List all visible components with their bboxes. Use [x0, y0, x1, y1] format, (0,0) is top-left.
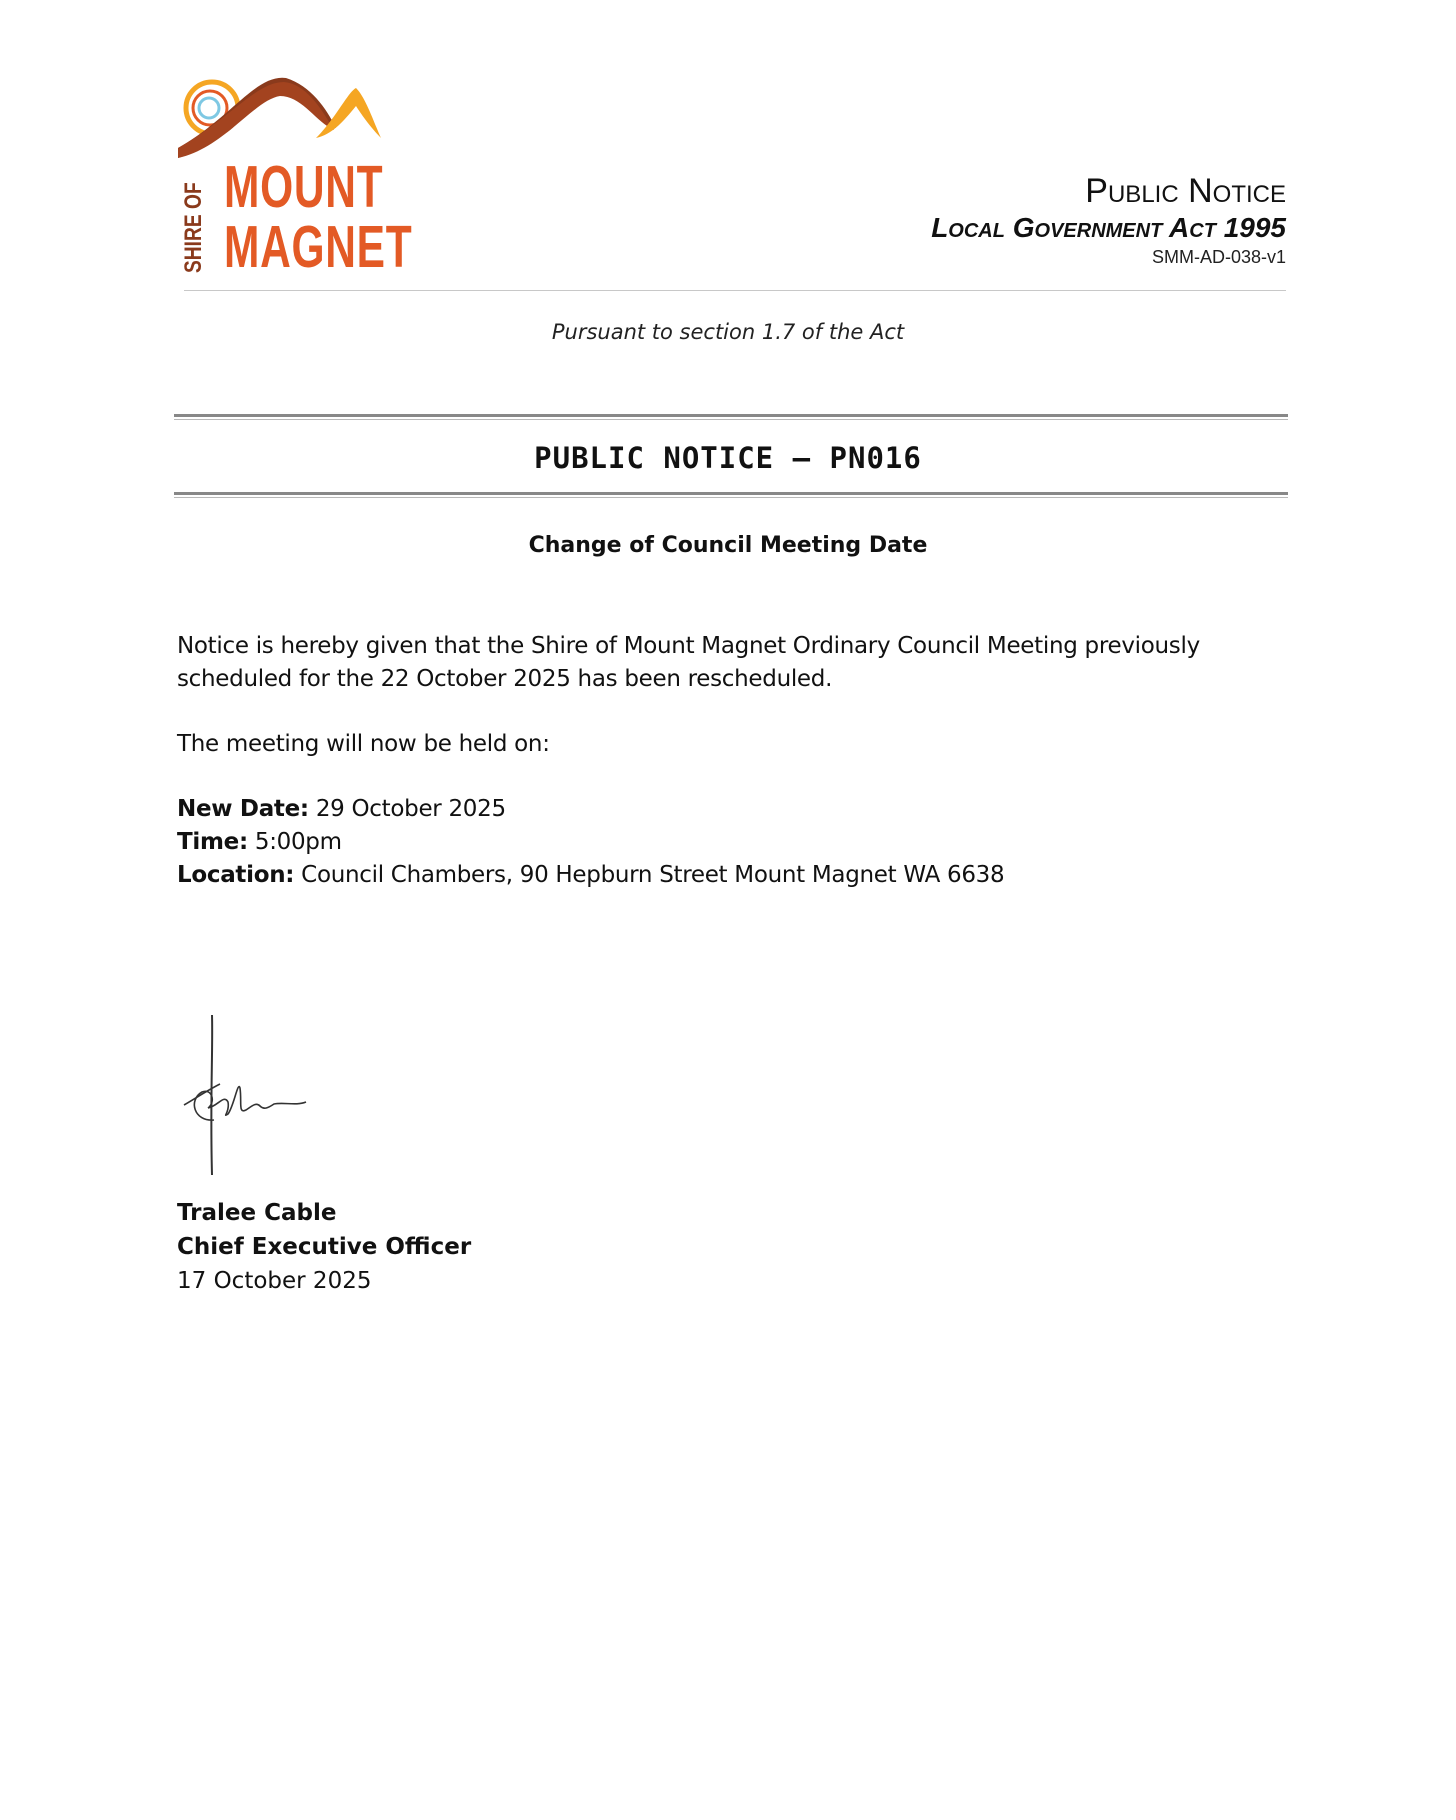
location-line [177, 859, 1295, 892]
body-paragraph-2: The meeting will now be held on: [177, 731, 550, 757]
signatory-date: 17 October 2025 [177, 1268, 372, 1294]
signatory-block [177, 1196, 471, 1298]
time-value: 5:00pm [247, 829, 342, 855]
location-value: Council Chambers, 90 Hepburn Street Mount Magnet WA 6638 [294, 862, 1005, 888]
header-title: Public Notice [1085, 172, 1286, 210]
new-date-value: 29 October 2025 [308, 796, 506, 822]
logo-magnet-text: MAGNET [224, 214, 413, 280]
meeting-details [177, 793, 1295, 892]
body-paragraph-1: Notice is hereby given that the Shire of Mount Magnet Ordinary Council Meeting previously scheduled for the 22 October 2025 has been rescheduled. [177, 633, 1200, 692]
time-label: Time: [177, 829, 248, 855]
time-line [177, 826, 1295, 859]
new-date-label: New Date: [177, 796, 309, 822]
new-date-line [177, 793, 1295, 826]
signatory-name: Tralee Cable [177, 1200, 337, 1226]
signature-image [172, 1010, 322, 1180]
notice-top-rule [174, 414, 1288, 420]
shire-logo [176, 78, 413, 280]
document-reference: SMM-AD-038-v1 [1151, 247, 1286, 267]
logo-shire-of-text: SHIRE OF [180, 182, 207, 273]
notice-subject: Change of Council Meeting Date [528, 533, 928, 558]
signatory-role: Chief Executive Officer [177, 1234, 472, 1260]
notice-bottom-rule [174, 492, 1288, 498]
header-block [931, 172, 1286, 268]
notice-number-heading: PUBLIC NOTICE – PN016 [534, 441, 922, 475]
logo-mount-text: MOUNT [224, 154, 384, 220]
header-divider [184, 290, 1286, 291]
header-act: Local Government Act 1995 [931, 212, 1286, 243]
location-label: Location: [177, 862, 295, 888]
pursuant-line: Pursuant to section 1.7 of the Act [551, 320, 905, 344]
